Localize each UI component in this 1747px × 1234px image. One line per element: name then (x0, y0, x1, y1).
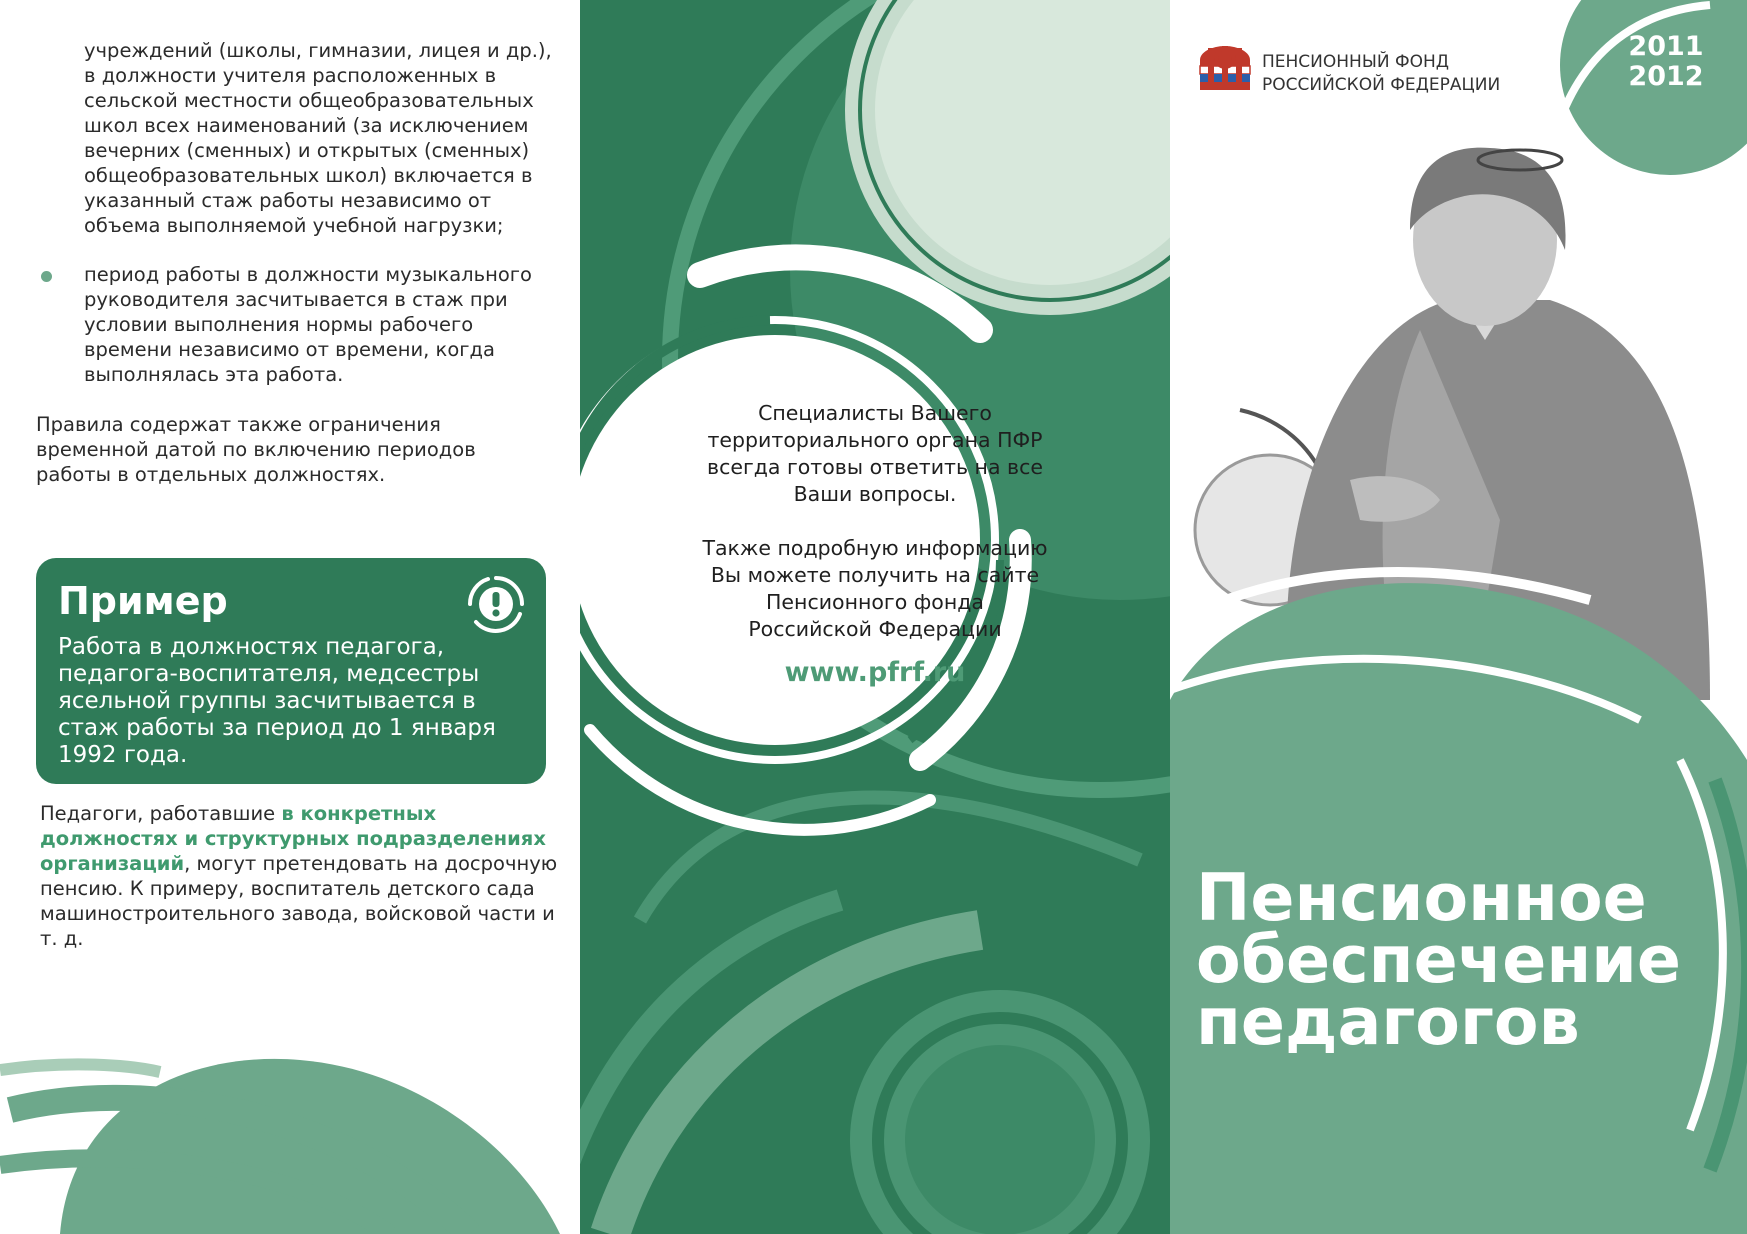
middle-panel (580, 0, 1170, 1234)
year-1: 2011 (1628, 31, 1704, 62)
example-box (36, 558, 546, 784)
specialists-line-2: территориального органа ПФР (707, 428, 1043, 452)
teachers-highlight: в конкретных должностях и структурных подразделениях организаций (40, 802, 546, 875)
left-panel (0, 0, 580, 1234)
org-line-2: РОССИЙСКОЙ ФЕДЕРАЦИИ (1262, 75, 1501, 95)
specialists-line-4: Ваши вопросы. (793, 482, 957, 506)
title-line-1: Пенсионное (1196, 861, 1647, 936)
continuation-paragraph: учреждений (школы, гимназии, лицея и др.), в должности учителя расположенных в сельской местности общеобразовательных школ всех наименований (за исключением вечерних (сменных) и открытых (сменных) общеобразовательных школ) включается в указанный стаж работы независимо от объема выполняемой учебной нагрузки; (84, 39, 552, 237)
year-2: 2012 (1628, 61, 1704, 92)
info-line-3: Пенсионного фонда (766, 590, 984, 614)
teachers-text-start: Педагоги, работавшие (40, 802, 282, 825)
teachers-paragraph (40, 801, 560, 951)
title-line-2: обеспечение (1196, 923, 1681, 998)
info-line-2: Вы можете получить на сайте (710, 563, 1040, 587)
info-line-4: Российской Федерации (748, 617, 1002, 641)
bullet-icon (41, 271, 52, 282)
contact-circle-content (580, 400, 1170, 715)
brochure-title (1196, 861, 1736, 1060)
pfr-logo (1196, 40, 1254, 96)
organization-name (1262, 51, 1500, 97)
years-badge (1606, 32, 1726, 92)
info-line-1: Также подробную информацию (702, 536, 1048, 560)
example-title: Пример (58, 579, 228, 623)
exclamation-icon (464, 572, 528, 636)
rules-paragraph: Правила содержат также ограничения временной датой по включению периодов работы в отдельных должностях. (36, 413, 476, 486)
teachers-text-end: , могут претендовать на досрочную пенсию. К примеру, воспитатель детского сада машиностроительного завода, войсковой части и т. д. (40, 852, 558, 950)
org-line-1: ПЕНСИОННЫЙ ФОНД (1262, 52, 1450, 72)
specialists-line-1: Специалисты Вашего (758, 401, 992, 425)
title-line-3: педагогов (1196, 985, 1580, 1060)
right-panel (1170, 0, 1747, 1234)
example-body: Работа в должностях педагога, педагога-воспитателя, медсестры ясельной группы засчитывается в стаж работы за период до 1 января 1992 года. (58, 634, 496, 768)
bullet-paragraph: период работы в должности музыкального руководителя засчитывается в стаж при условии выполнения нормы рабочего времени независимо от времени, когда выполнялась эта работа. (84, 263, 532, 386)
website-link[interactable]: www.pfrf.ru (784, 657, 966, 688)
specialists-line-3: всегда готовы ответить на все (707, 455, 1043, 479)
left-decorative-arcs (0, 960, 580, 1234)
